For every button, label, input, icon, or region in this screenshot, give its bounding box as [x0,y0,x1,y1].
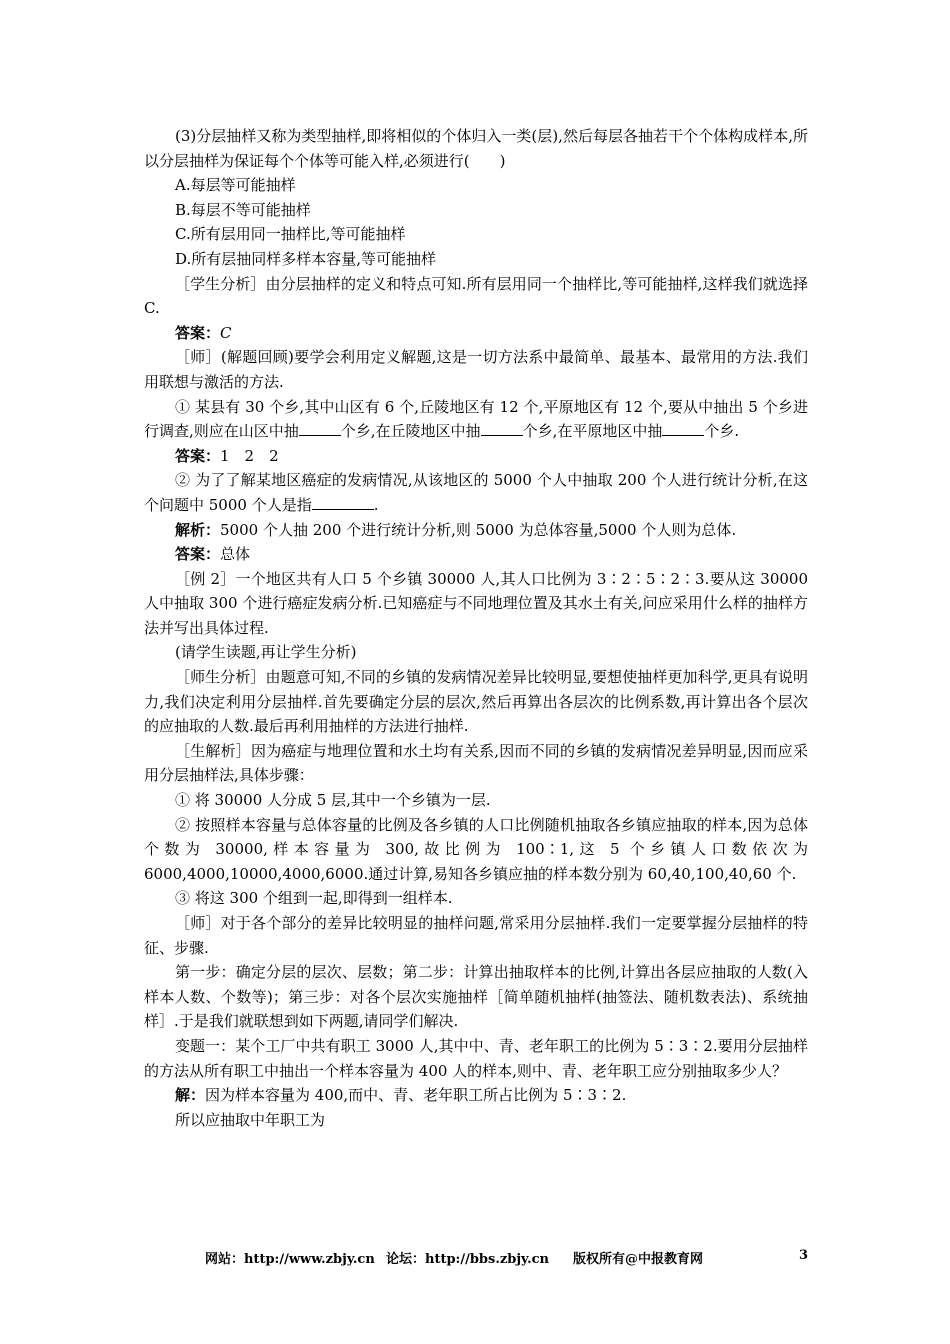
variant-1: 变题一：某个工厂中共有职工 3000 人,其中中、青、老年职工的比例为 5∶3∶2.要用分层抽样的方法从所有职工中抽出一个样本容量为 400 人的样本,则中、青、老年职工应分别抽取多少人？ [144,1036,808,1080]
solution-value: 因为样本容量为 400,而中、青、老年职工所占比例为 5∶3∶2. [205,1086,627,1105]
option-a: A.每层等可能抽样 [175,176,296,195]
option-b: B.每层不等可能抽样 [175,200,311,219]
blank-population [312,493,374,510]
blank-mountain [299,419,341,436]
exercise-1-text-b: 个乡,在丘陵地区中抽 [340,422,481,441]
analysis [144,518,808,543]
solution [144,1083,808,1108]
answer-value: 总体 [220,545,251,564]
read-note: (请学生读题,再让学生分析) [175,643,357,662]
answer-label: 答案： [175,545,221,564]
analysis-label: 解析： [175,520,221,539]
footer-website: 网站：http://www.zbjy.cn [205,1252,375,1267]
exercise-1 [144,395,808,444]
teacher-review: ［师］(解题回顾)要学会利用定义解题,这是一切方法系中最简单、最基本、最常用的方法.我们用联想与激活的方法. [144,348,808,391]
exercise-1-text-a: ① 某县有 30 个乡,其中山区有 6 个,丘陵地区有 12 个,平原地区有 12 个,要从中抽出 5 个乡进行调查,则应在山区中抽 [144,397,808,441]
answer-value: C [220,323,232,342]
option-c: C.所有层用同一抽样比,等可能抽样 [175,225,406,244]
answer-label: 答案： [175,323,221,342]
answer-1 [144,321,808,346]
step-1: ① 将 30000 人分成 5 层,其中一个乡镇为一层. [175,791,491,810]
blank-plains [662,419,704,436]
exercise-2-text-a: ② 为了了解某地区癌症的发病情况,从该地区的 5000 个人中抽取 200 个人进行统计分析,在这个问题中 5000 个人是指 [144,471,808,514]
exercise-1-text-d: 个乡. [704,422,740,441]
option-d: D.所有层抽同样多样本容量,等可能抽样 [175,249,437,268]
step-2: ② 按照样本容量与总体容量的比例及各乡镇的人口比例随机抽取各乡镇应抽取的样本,因为总体个数为 30000,样本容量为 300,故比例为 100∶1,这 5 个乡镇人口数依次为 6000,4000,10000,4000,6000.通过计算,易知各乡镇应抽的样本数分别为 60,40,100,40,60 个. [144,815,808,883]
solution-label: 解： [175,1086,206,1105]
footer-forum: 论坛：http://bbs.zbjy.cn [386,1252,550,1267]
page-footer [0,1248,950,1268]
answer-value: 1 2 2 [220,446,279,465]
steps-summary: 第一步：确定分层的层次、层数；第二步：计算出抽取样本的比例,计算出各层应抽取的人数(入样本人数、个数等)；第三步：对各个层次实施抽样［简单随机抽样(抽签法、随机数表法)、系统抽样］.于是我们就联想到如下两题,请同学们解决. [144,963,808,1031]
answer-3 [144,542,808,567]
student-solution: ［生解析］因为癌症与地理位置和水土均有关系,因而不同的乡镇的发病情况差异明显,因而应采用分层抽样法,具体步骤： [144,741,808,785]
student-analysis: ［学生分析］由分层抽样的定义和特点可知.所有层用同一个抽样比,等可能抽样,这样我们就选择 C. [144,274,808,318]
example-2: ［例 2］一个地区共有人口 5 个乡镇 30000 人,其人口比例为 3∶2∶5∶2∶3.要从这 30000 人中抽取 300 个进行癌症发病分析.已知癌症与不同地理位置及其水土有关,问应采用什么样的抽样方法并写出具体过程. [144,569,808,637]
exercise-2 [144,468,808,517]
footer-copyright: 版权所有@中报教育网 [573,1252,704,1267]
step-3: ③ 将这 300 个组到一起,即得到一组样本. [175,889,453,908]
document-body [144,124,808,1132]
question-3: (3)分层抽样又称为类型抽样,即将相似的个体归入一类(层),然后每层各抽若干个个体构成样本,所以分层抽样为保证每个个体等可能入样,必须进行( ) [144,127,808,170]
blank-hills [481,419,523,436]
analysis-value: 5000 个人抽 200 个进行统计分析,则 5000 为总体容量,5000 个人则为总体. [220,520,737,539]
exercise-2-text-b: . [373,495,379,514]
teacher-student-analysis: ［师生分析］由题意可知,不同的乡镇的发病情况差异比较明显,要想使抽样更加科学,更具有说明力,我们决定利用分层抽样.首先要确定分层的层次,然后再算出各层次的比例系数,再计算出各个层次的应抽取的人数.最后再利用抽样的方法进行抽样. [144,668,808,736]
exercise-1-text-c: 个乡,在平原地区中抽 [522,422,663,441]
page-number: 3 [799,1248,809,1263]
answer-2 [144,444,808,469]
answer-label: 答案： [175,446,221,465]
teacher-note: ［师］对于各个部分的差异比较明显的抽样问题,常采用分层抽样.我们一定要掌握分层抽样的特征、步骤. [144,914,808,957]
solution-continued: 所以应抽取中年职工为 [175,1110,326,1129]
